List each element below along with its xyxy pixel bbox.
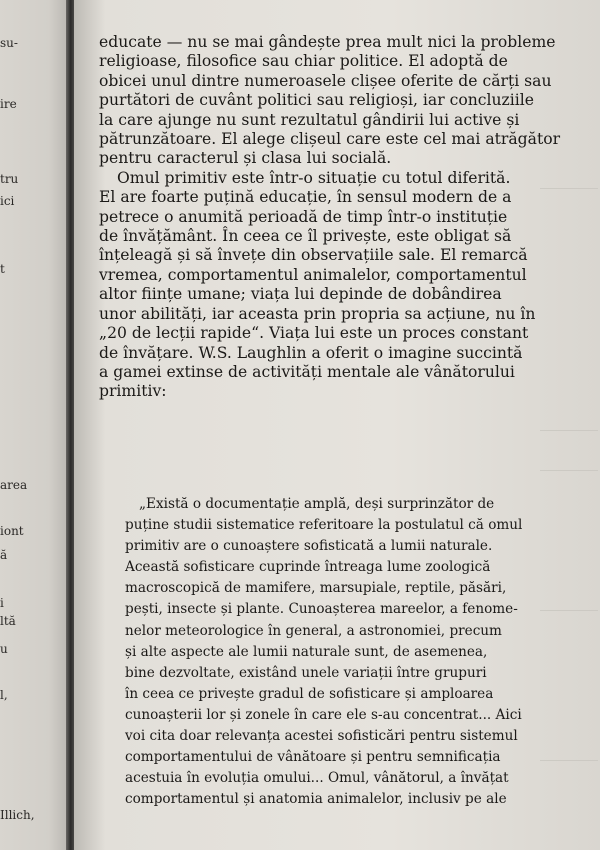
margin-fragment: ă — [0, 548, 8, 562]
margin-fragment: Illich, — [0, 808, 35, 822]
body-line: de învățământ. În ceea ce îl privește, este obligat să — [99, 227, 512, 246]
margin-fragment: t — [0, 262, 5, 276]
body-line: obicei unul dintre numeroasele clișee oferite de cărți sau — [99, 71, 552, 90]
quote-line: primitiv are o cunoaștere sofisticată a lumii naturale. — [125, 538, 493, 555]
body-line: de învățare. W.S. Laughlin a oferit o imagine succintă — [99, 343, 523, 362]
body-line: El are foarte puțină educație, în sensul modern de a — [99, 188, 512, 207]
body-line: altor ființe umane; viața lui depinde de dobândirea — [99, 285, 502, 304]
body-line: petrece o anumită perioadă de timp într-o instituție — [99, 207, 508, 226]
margin-fragment: tru — [0, 172, 19, 186]
quote-line: macroscopică de mamifere, marsupiale, reptile, păsări, — [125, 580, 507, 597]
quote-line: în ceea ce privește gradul de sofisticare și amploarea — [125, 685, 494, 702]
body-line: pentru caracterul și clasa lui socială. — [99, 149, 392, 168]
body-line: unor abilități, iar aceasta prin propria sa acțiune, nu în — [99, 304, 536, 323]
quote-line: și alte aspecte ale lumii naturale sunt, de asemenea, — [125, 643, 488, 660]
body-line: Omul primitiv este într-o situație cu totul diferită. — [117, 168, 511, 187]
quote-line: comportamentul și anatomia animalelor, inclusiv pe ale — [125, 791, 507, 808]
quote-line: acestuia în evoluția omului... Omul, vânătorul, a învățat — [125, 770, 509, 787]
quote-line: cunoașterii lor și zonele în care ele s-au concentrat... Aici — [125, 706, 522, 723]
body-line: „20 de lecții rapide“. Viața lui este un proces constant — [99, 324, 529, 343]
quote-line: puține studii sistematice referitoare la postulatul că omul — [125, 517, 523, 534]
margin-fragment: iont — [0, 524, 24, 538]
quote-line: pești, insecte și plante. Cunoașterea mareelor, a fenome- — [125, 601, 518, 618]
left-page-edge — [0, 0, 70, 850]
body-line: purtători de cuvânt politici sau religioși, iar concluziile — [99, 91, 534, 110]
body-text — [99, 33, 574, 402]
margin-fragment: su- — [0, 36, 18, 50]
block-quote — [125, 494, 555, 810]
quote-line: voi cita doar relevanța acestei sofisticări pentru sistemul — [125, 728, 518, 745]
body-line: la care ajunge nu sunt rezultatul gândirii lui active și — [99, 110, 520, 129]
body-line: înțeleagă și să învețe din observațiile sale. El remarcă — [99, 246, 528, 265]
body-line: a gamei extinse de activități mentale ale vânătorului — [99, 362, 515, 381]
margin-fragment: area — [0, 478, 28, 492]
margin-fragment: l, — [0, 688, 8, 702]
body-line: vremea, comportamentul animalelor, comportamentul — [99, 265, 527, 284]
quote-line: „Există o documentație amplă, deși surprinzător de — [139, 496, 495, 512]
margin-fragment: ici — [0, 194, 15, 208]
quote-line: Această sofisticare cuprinde întreaga lume zoologică — [125, 559, 491, 576]
body-line: educate — nu se mai gândește prea mult nici la probleme — [99, 33, 556, 51]
body-line: pătrunzătoare. El alege clișeul care este cel mai atrăgător — [99, 130, 561, 149]
body-line: primitiv: — [99, 382, 167, 401]
show-through — [540, 470, 598, 471]
quote-line: bine dezvoltate, existând unele variații între grupuri — [125, 664, 487, 681]
margin-fragment: i — [0, 596, 4, 610]
margin-fragment: ire — [0, 97, 17, 111]
margin-fragment: ltă — [0, 614, 16, 628]
margin-fragment: u — [0, 642, 8, 656]
show-through — [540, 430, 598, 431]
quote-line: comportamentului de vânătoare și pentru semnificația — [125, 749, 501, 766]
quote-line: nelor meteorologice în general, a astronomiei, precum — [125, 622, 502, 639]
body-line: religioase, filosofice sau chiar politice. El adoptă de — [99, 52, 508, 71]
